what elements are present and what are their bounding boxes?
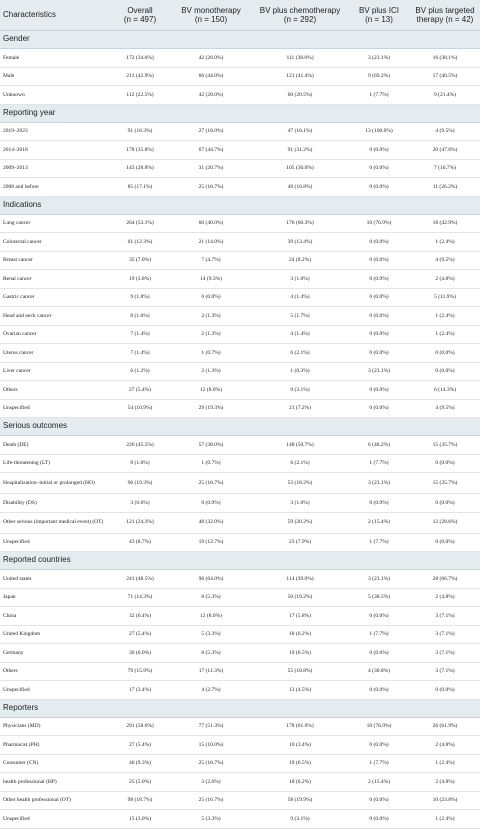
table-cell: 213 (42.9%) xyxy=(110,67,170,86)
table-cell: 143 (28.8%) xyxy=(110,159,170,178)
table-cell: 5 (38.5%) xyxy=(348,588,410,607)
table-cell: 55 (18.8%) xyxy=(252,662,348,681)
table-row xyxy=(0,791,480,810)
table-cell: 28 (66.7%) xyxy=(410,570,480,589)
table-cell: 2 (4.8%) xyxy=(410,736,480,755)
table-cell: 8 (5.3%) xyxy=(170,644,252,663)
row-label: 2009–2013 xyxy=(0,159,110,178)
table-cell: 3 (7.1%) xyxy=(410,607,480,626)
table-cell: 1 (7.7%) xyxy=(348,533,410,552)
table-cell: 176 (60.3%) xyxy=(252,214,348,233)
table-cell: 1 (2.4%) xyxy=(410,754,480,773)
table-cell: 9 (1.8%) xyxy=(110,288,170,307)
table-row xyxy=(0,381,480,400)
table-cell: 2 (4.8%) xyxy=(410,270,480,289)
table-cell: 54 (10.9%) xyxy=(110,399,170,418)
table-cell: 42 (28.0%) xyxy=(170,49,252,68)
row-label: Breast cancer xyxy=(0,251,110,270)
table-cell: 2 (15.4%) xyxy=(348,512,410,533)
table-cell: 49 (16.8%) xyxy=(252,178,348,197)
header-label: Overall xyxy=(127,5,153,15)
table-cell: 8 (1.6%) xyxy=(110,307,170,326)
table-row xyxy=(0,307,480,326)
table-cell: 96 (19.3%) xyxy=(110,473,170,494)
table-cell: 0 (0.0%) xyxy=(348,644,410,663)
table-cell: 17 (5.8%) xyxy=(252,607,348,626)
table-cell: 19 (6.5%) xyxy=(252,644,348,663)
row-label: Female xyxy=(0,49,110,68)
table-cell: 67 (44.7%) xyxy=(170,141,252,160)
header-bv-plus-targeted xyxy=(410,0,480,31)
header-sub: (n = 150) xyxy=(194,15,228,24)
table-cell: 42 (28.0%) xyxy=(170,86,252,105)
table-row xyxy=(0,325,480,344)
table-cell: 3 (0.6%) xyxy=(110,494,170,513)
table-cell: 43 (8.7%) xyxy=(110,533,170,552)
table-cell: 29 (19.3%) xyxy=(170,399,252,418)
table-cell: 0 (0.0%) xyxy=(348,681,410,700)
table-row xyxy=(0,214,480,233)
table-cell: 6 (46.2%) xyxy=(348,436,410,455)
table-cell: 18 (6.2%) xyxy=(252,625,348,644)
table-cell: 27 (5.4%) xyxy=(110,381,170,400)
table-cell: 0 (0.0%) xyxy=(348,141,410,160)
table-cell: 91 (18.3%) xyxy=(110,122,170,141)
table-cell: 5 (3.3%) xyxy=(170,625,252,644)
header-label: BV plus ICI xyxy=(358,5,399,15)
table-cell: 10 (76.9%) xyxy=(348,717,410,736)
table-cell: 21 (7.2%) xyxy=(252,399,348,418)
section-header-row xyxy=(0,31,480,49)
table-cell: 53 (18.2%) xyxy=(252,473,348,494)
row-label: Liver cancer xyxy=(0,362,110,381)
table-cell: 2 (1.3%) xyxy=(170,362,252,381)
section-header-row xyxy=(0,104,480,122)
row-label: Unspecified xyxy=(0,810,110,829)
table-row xyxy=(0,270,480,289)
row-label: health professional (HP) xyxy=(0,773,110,792)
table-cell: 111 (38.0%) xyxy=(252,49,348,68)
table-cell: 0 (0.0%) xyxy=(410,681,480,700)
row-label: Physicians (MD) xyxy=(0,717,110,736)
table-row xyxy=(0,570,480,589)
table-cell: 39 (13.4%) xyxy=(252,233,348,252)
table-cell: 48 (32.0%) xyxy=(170,512,252,533)
table-cell: 12 (28.6%) xyxy=(410,512,480,533)
table-cell: 19 (12.7%) xyxy=(170,533,252,552)
table-cell: 11 (26.2%) xyxy=(410,178,480,197)
table-cell: 7 (1.4%) xyxy=(110,325,170,344)
table-cell: 91 (31.2%) xyxy=(252,141,348,160)
table-cell: 0 (0.0%) xyxy=(170,494,252,513)
table-cell: 3 (2.0%) xyxy=(170,773,252,792)
table-cell: 9 (3.1%) xyxy=(252,810,348,829)
table-cell: 15 (35.7%) xyxy=(410,436,480,455)
table-row xyxy=(0,436,480,455)
header-label: BV plus targeted xyxy=(415,5,475,15)
table-row xyxy=(0,512,480,533)
table-cell: 17 (3.4%) xyxy=(110,681,170,700)
row-label: Germany xyxy=(0,644,110,663)
row-label: United states xyxy=(0,570,110,589)
table-cell: 66 (44.0%) xyxy=(170,67,252,86)
row-label: Disability (DS) xyxy=(0,494,110,513)
table-cell: 0 (0.0%) xyxy=(348,381,410,400)
table-cell: 24 (8.2%) xyxy=(252,251,348,270)
row-label: 2008 and before xyxy=(0,178,110,197)
table-cell: 178 (61.0%) xyxy=(252,717,348,736)
header-bv-monotherapy xyxy=(170,0,252,31)
section-title: Reporting year xyxy=(0,104,480,122)
table-cell: 178 (35.8%) xyxy=(110,141,170,160)
table-cell: 25 (16.7%) xyxy=(170,178,252,197)
row-label: Ovarian cancer xyxy=(0,325,110,344)
section-title: Indications xyxy=(0,196,480,214)
table-row xyxy=(0,588,480,607)
table-row xyxy=(0,717,480,736)
table-cell: 114 (39.0%) xyxy=(252,570,348,589)
row-label: 2019–2023 xyxy=(0,122,110,141)
table-cell: 6 (1.2%) xyxy=(110,362,170,381)
row-label: Others xyxy=(0,662,110,681)
table-cell: 0 (0.0%) xyxy=(348,736,410,755)
table-row xyxy=(0,625,480,644)
table-cell: 31 (20.7%) xyxy=(170,159,252,178)
table-cell: 1 (2.4%) xyxy=(410,233,480,252)
table-cell: 2 (1.3%) xyxy=(170,325,252,344)
table-cell: 0 (0.0%) xyxy=(348,270,410,289)
row-label: Uterus cancer xyxy=(0,344,110,363)
header-characteristics xyxy=(0,0,110,31)
table-row xyxy=(0,662,480,681)
table-cell: 6 (2.1%) xyxy=(252,344,348,363)
table-cell: 3 (23.1%) xyxy=(348,49,410,68)
header-sub: therapy (n = 42) xyxy=(416,15,474,24)
table-cell: 0 (0.0%) xyxy=(348,399,410,418)
table-cell: 2 (4.8%) xyxy=(410,588,480,607)
table-cell: 4 (9.5%) xyxy=(410,122,480,141)
table-row xyxy=(0,178,480,197)
section-title: Reported countries xyxy=(0,552,480,570)
table-cell: 5 (1.7%) xyxy=(252,307,348,326)
table-cell: 1 (7.7%) xyxy=(348,754,410,773)
table-cell: 2 (15.4%) xyxy=(348,773,410,792)
table-cell: 1 (2.4%) xyxy=(410,307,480,326)
table-row xyxy=(0,736,480,755)
table-cell: 60 (40.0%) xyxy=(170,214,252,233)
table-row xyxy=(0,773,480,792)
table-row xyxy=(0,122,480,141)
row-label: Others xyxy=(0,381,110,400)
table-cell: 0 (0.0%) xyxy=(348,251,410,270)
table-cell: 98 (18.7%) xyxy=(110,791,170,810)
section-header-row xyxy=(0,699,480,717)
row-label: Unspecified xyxy=(0,399,110,418)
table-cell: 18 (6.2%) xyxy=(252,773,348,792)
table-cell: 9 (3.1%) xyxy=(252,381,348,400)
section-header-row xyxy=(0,418,480,436)
table-row xyxy=(0,344,480,363)
table-cell: 3 (7.1%) xyxy=(410,644,480,663)
table-cell: 1 (0.7%) xyxy=(170,344,252,363)
table-cell: 0 (0.0%) xyxy=(348,810,410,829)
row-label: Gastric cancer xyxy=(0,288,110,307)
table-row xyxy=(0,86,480,105)
table-cell: 10 (23.8%) xyxy=(410,791,480,810)
table-cell: 0 (0.0%) xyxy=(348,494,410,513)
table-cell: 10 (76.9%) xyxy=(348,214,410,233)
table-cell: 7 (1.4%) xyxy=(110,344,170,363)
table-cell: 25 (5.0%) xyxy=(110,773,170,792)
table-cell: 57 (38.0%) xyxy=(170,436,252,455)
table-cell: 79 (15.9%) xyxy=(110,662,170,681)
table-cell: 0 (0.0%) xyxy=(410,344,480,363)
table-cell: 0 (0.0%) xyxy=(348,607,410,626)
table-cell: 291 (58.6%) xyxy=(110,717,170,736)
table-cell: 35 (7.0%) xyxy=(110,251,170,270)
table-cell: 148 (50.7%) xyxy=(252,436,348,455)
table-row xyxy=(0,67,480,86)
table-cell: 19 (6.5%) xyxy=(252,754,348,773)
table-cell: 27 (5.4%) xyxy=(110,625,170,644)
header-row xyxy=(0,0,480,31)
table-cell: 1 (2.4%) xyxy=(410,810,480,829)
table-cell: 3 (7.1%) xyxy=(410,662,480,681)
table-cell: 21 (14.0%) xyxy=(170,233,252,252)
header-bv-plus-ici xyxy=(348,0,410,31)
table-row xyxy=(0,473,480,494)
table-cell: 0 (0.0%) xyxy=(348,307,410,326)
table-cell: 27 (18.0%) xyxy=(170,122,252,141)
table-cell: 16 (38.1%) xyxy=(410,49,480,68)
table-cell: 77 (51.3%) xyxy=(170,717,252,736)
table-cell: 8 (1.6%) xyxy=(110,454,170,473)
row-label: Unknown xyxy=(0,86,110,105)
table-row xyxy=(0,533,480,552)
table-cell: 0 (0.0%) xyxy=(410,454,480,473)
table-cell: 241 (48.5%) xyxy=(110,570,170,589)
table-cell: 13 (4.5%) xyxy=(252,681,348,700)
table-cell: 96 (64.0%) xyxy=(170,570,252,589)
table-row xyxy=(0,159,480,178)
table-cell: 7 (16.7%) xyxy=(410,159,480,178)
table-header xyxy=(0,0,480,31)
header-bv-plus-chemotherapy xyxy=(252,0,348,31)
table-cell: 0 (0.0%) xyxy=(170,288,252,307)
table-row xyxy=(0,141,480,160)
table-row xyxy=(0,49,480,68)
table-cell: 9 (69.2%) xyxy=(348,67,410,86)
table-cell: 121 (24.3%) xyxy=(110,512,170,533)
table-cell: 1 (2.4%) xyxy=(410,325,480,344)
table-cell: 1 (0.7%) xyxy=(170,454,252,473)
section-header-row xyxy=(0,552,480,570)
table-cell: 7 (4.7%) xyxy=(170,251,252,270)
table-cell: 15 (3.0%) xyxy=(110,810,170,829)
table-cell: 4 (2.7%) xyxy=(170,681,252,700)
table-cell: 0 (0.0%) xyxy=(410,533,480,552)
table-cell: 15 (35.7%) xyxy=(410,473,480,494)
table-cell: 19 (3.8%) xyxy=(110,270,170,289)
section-title: Serious outcomes xyxy=(0,418,480,436)
table-cell: 32 (6.4%) xyxy=(110,607,170,626)
table-cell: 58 (19.9%) xyxy=(252,791,348,810)
table-cell: 8 (5.3%) xyxy=(170,588,252,607)
table-cell: 12 (8.0%) xyxy=(170,607,252,626)
table-cell: 25 (16.7%) xyxy=(170,473,252,494)
row-label: United Kingdom xyxy=(0,625,110,644)
section-header-row xyxy=(0,196,480,214)
table-cell: 25 (16.7%) xyxy=(170,791,252,810)
row-label: Consumer (CN) xyxy=(0,754,110,773)
table-cell: 3 (23.1%) xyxy=(348,362,410,381)
table-cell: 4 (9.5%) xyxy=(410,399,480,418)
table-cell: 23 (7.9%) xyxy=(252,533,348,552)
table-cell: 17 (11.3%) xyxy=(170,662,252,681)
row-label: Japan xyxy=(0,588,110,607)
table-cell: 226 (45.5%) xyxy=(110,436,170,455)
table-cell: 9 (21.4%) xyxy=(410,86,480,105)
table-cell: 0 (0.0%) xyxy=(348,325,410,344)
table-cell: 60 (20.5%) xyxy=(252,86,348,105)
row-label: Other serious (important medical event) (OT) xyxy=(0,512,110,533)
table-cell: 6 (14.3%) xyxy=(410,381,480,400)
header-label: Characteristics xyxy=(3,10,56,20)
row-label: Lung cancer xyxy=(0,214,110,233)
table-cell: 30 (6.0%) xyxy=(110,644,170,663)
table-cell: 5 (3.3%) xyxy=(170,810,252,829)
table-cell: 3 (23.1%) xyxy=(348,473,410,494)
table-row xyxy=(0,399,480,418)
table-cell: 0 (0.0%) xyxy=(348,288,410,307)
table-cell: 3 (23.1%) xyxy=(348,570,410,589)
table-cell: 46 (9.3%) xyxy=(110,754,170,773)
table-cell: 0 (0.0%) xyxy=(348,159,410,178)
table-cell: 10 (3.4%) xyxy=(252,736,348,755)
table-cell: 2 (1.3%) xyxy=(170,307,252,326)
row-label: 2014–2018 xyxy=(0,141,110,160)
table-cell: 0 (0.0%) xyxy=(348,344,410,363)
row-label: China xyxy=(0,607,110,626)
table-row xyxy=(0,681,480,700)
table-row xyxy=(0,288,480,307)
table-cell: 13 (100.0%) xyxy=(348,122,410,141)
row-label: Hospitalization–initial or prolonged (HO) xyxy=(0,473,110,494)
table-cell: 17 (40.5%) xyxy=(410,67,480,86)
table-cell: 4 (1.4%) xyxy=(252,325,348,344)
header-overall xyxy=(110,0,170,31)
row-label: Death (DE) xyxy=(0,436,110,455)
table-row xyxy=(0,494,480,513)
table-cell: 27 (5.4%) xyxy=(110,736,170,755)
table-cell: 112 (22.5%) xyxy=(110,86,170,105)
table-cell: 121 (41.4%) xyxy=(252,67,348,86)
table-cell: 20 (47.6%) xyxy=(410,141,480,160)
section-title: Reporters xyxy=(0,699,480,717)
table-cell: 4 (1.4%) xyxy=(252,288,348,307)
table-cell: 56 (19.2%) xyxy=(252,588,348,607)
table-cell: 0 (0.0%) xyxy=(348,233,410,252)
header-label: BV plus chemotherapy xyxy=(259,5,341,15)
table-row xyxy=(0,607,480,626)
row-label: Male xyxy=(0,67,110,86)
table-cell: 59 (20.2%) xyxy=(252,512,348,533)
table-cell: 14 (9.3%) xyxy=(170,270,252,289)
table-row xyxy=(0,644,480,663)
table-cell: 6 (2.1%) xyxy=(252,454,348,473)
table-cell: 25 (16.7%) xyxy=(170,754,252,773)
table-cell: 61 (12.3%) xyxy=(110,233,170,252)
table-cell: 105 (36.0%) xyxy=(252,159,348,178)
table-cell: 4 (9.5%) xyxy=(410,251,480,270)
table-cell: 0 (0.0%) xyxy=(348,178,410,197)
row-label: Colorectal cancer xyxy=(0,233,110,252)
table-cell: 2 (4.8%) xyxy=(410,773,480,792)
row-label: Head and neck cancer xyxy=(0,307,110,326)
row-label: Other health professional (OT) xyxy=(0,791,110,810)
table-cell: 4 (30.8%) xyxy=(348,662,410,681)
table-row xyxy=(0,251,480,270)
header-label: BV monotherapy xyxy=(181,5,241,15)
table-cell: 3 (1.0%) xyxy=(252,270,348,289)
table-cell: 0 (0.0%) xyxy=(410,362,480,381)
table-cell: 26 (61.9%) xyxy=(410,717,480,736)
table-cell: 5 (11.9%) xyxy=(410,288,480,307)
row-label: Life-threatening (LT) xyxy=(0,454,110,473)
table-row xyxy=(0,362,480,381)
header-sub: (n = 292) xyxy=(283,15,317,24)
table-cell: 1 (7.7%) xyxy=(348,625,410,644)
table-row xyxy=(0,233,480,252)
header-sub: (n = 497) xyxy=(123,15,157,24)
table-body xyxy=(0,31,480,829)
table-cell: 0 (0.0%) xyxy=(410,494,480,513)
table-row xyxy=(0,454,480,473)
row-label: Pharmacist (PH) xyxy=(0,736,110,755)
table-cell: 172 (34.6%) xyxy=(110,49,170,68)
header-sub: (n = 13) xyxy=(365,15,393,24)
row-label: Unspecified xyxy=(0,533,110,552)
table-cell: 1 (7.7%) xyxy=(348,86,410,105)
section-title: Gender xyxy=(0,31,480,49)
table-cell: 85 (17.1%) xyxy=(110,178,170,197)
table-cell: 47 (16.1%) xyxy=(252,122,348,141)
table-cell: 264 (53.1%) xyxy=(110,214,170,233)
table-row xyxy=(0,754,480,773)
table-cell: 12 (8.0%) xyxy=(170,381,252,400)
table-cell: 3 (7.1%) xyxy=(410,625,480,644)
table-cell: 15 (10.0%) xyxy=(170,736,252,755)
table-row xyxy=(0,810,480,829)
row-label: Unspecified xyxy=(0,681,110,700)
row-label: Renal cancer xyxy=(0,270,110,289)
table-cell: 1 (7.7%) xyxy=(348,454,410,473)
table-cell: 71 (14.3%) xyxy=(110,588,170,607)
table-cell: 18 (42.9%) xyxy=(410,214,480,233)
table-cell: 3 (1.0%) xyxy=(252,494,348,513)
table-cell: 0 (0.0%) xyxy=(348,791,410,810)
table-cell: 1 (0.3%) xyxy=(252,362,348,381)
